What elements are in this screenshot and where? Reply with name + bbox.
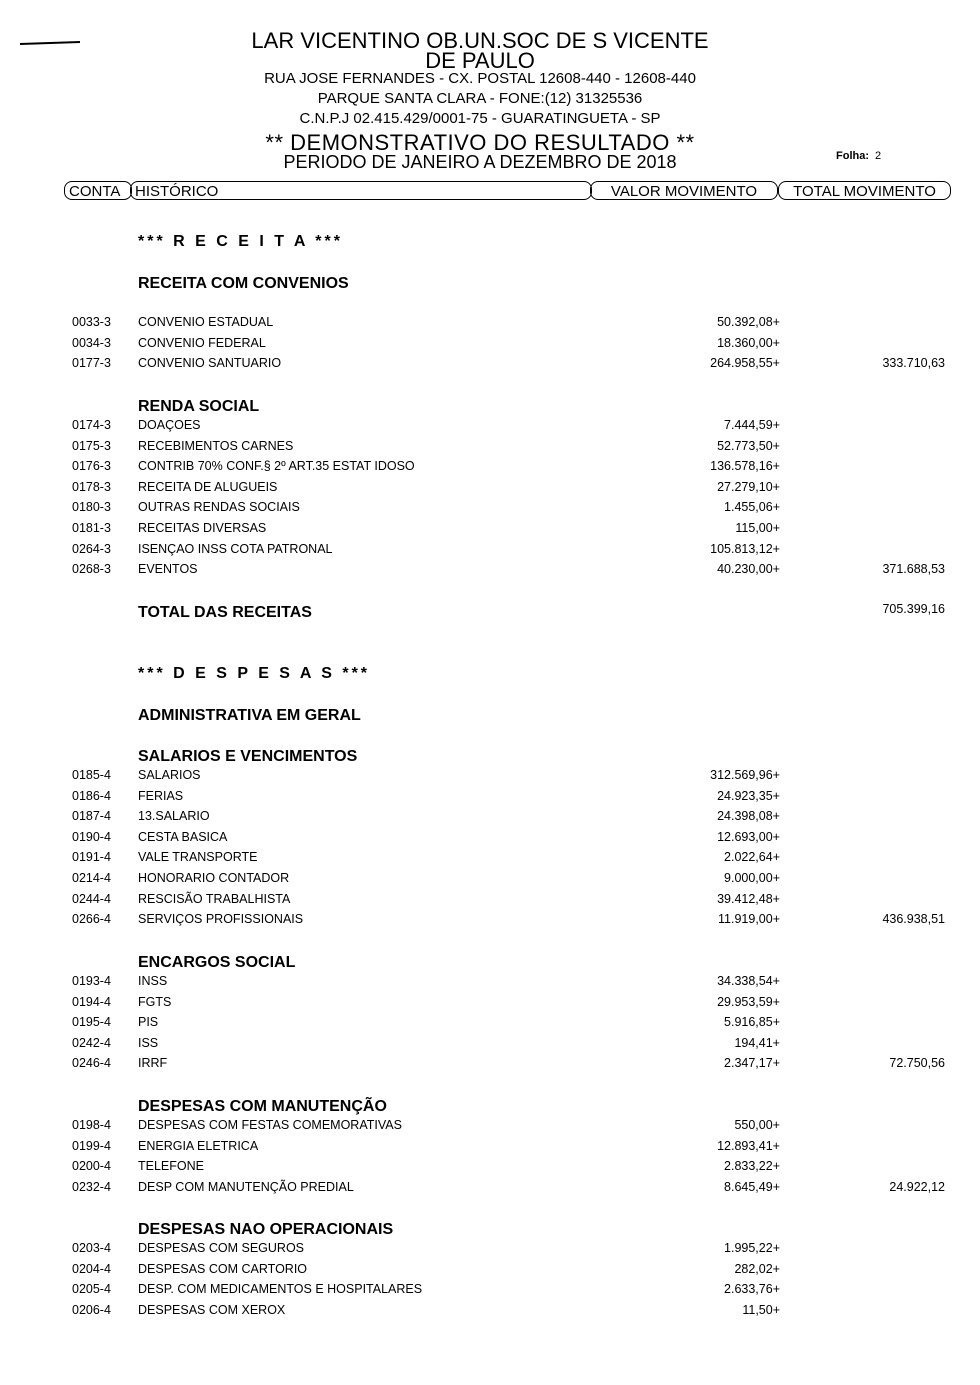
total-receitas [0,604,980,626]
movement-total: 72.750,56 [889,1056,945,1071]
account-description: DESPESAS COM XEROX [138,1302,286,1317]
account-description: CONVENIO FEDERAL [138,335,266,350]
table-row [0,766,980,784]
account-code: 0034-3 [72,335,111,350]
movement-value: 8.645,49+ [724,1179,780,1194]
table-row [0,313,980,331]
movement-value: 9.000,00+ [724,871,780,885]
section-title: ADMINISTRATIVA EM GERAL [138,707,361,724]
table-row [0,1178,980,1196]
movement-total: 371.688,53 [882,562,945,577]
movement-value: 1.995,22+ [724,1241,780,1255]
account-code: 0199-4 [72,1138,111,1153]
movement-total: 333.710,63 [882,356,945,371]
account-code: 0180-3 [72,500,111,515]
table-row [0,1260,980,1278]
section-title: DESPESAS NAO OPERACIONAIS [138,1221,394,1238]
account-description: FGTS [138,994,172,1009]
movement-value: 52.773,50+ [717,438,780,453]
movement-value: 24.398,08+ [717,809,780,824]
account-description: RESCISÃO TRABALHISTA [138,891,291,906]
account-code: 0186-4 [72,788,111,803]
cnpj-line: C.N.P.J 02.415.429/0001-75 - GUARATINGUETA - SP [299,110,661,127]
account-description: DESP COM MANUTENÇÃO PREDIAL [138,1179,354,1194]
org-name-line2: DE PAULO [425,48,535,73]
movement-value: 194,41+ [734,1035,780,1050]
table-row [0,519,980,537]
account-code: 0203-4 [72,1241,111,1255]
table-row [0,1116,980,1134]
table-row [0,1301,980,1319]
table-row [0,478,980,496]
page-number [836,150,881,162]
account-description: OUTRAS RENDAS SOCIAIS [138,500,300,515]
folha-label: Folha: [836,150,869,162]
address-line1: RUA JOSE FERNANDES - CX. POSTAL 12608-440 - 12608-440 [264,70,696,87]
account-code: 0264-3 [72,541,111,556]
movement-value: 2.347,17+ [724,1056,780,1071]
table-row [0,1013,980,1031]
account-description: SERVIÇOS PROFISSIONAIS [138,912,304,927]
column-total: TOTAL MOVIMENTO [778,181,951,200]
movement-value: 24.923,35+ [717,788,780,803]
account-code: 0176-3 [72,459,111,474]
movement-value: 27.279,10+ [717,479,780,494]
movement-value: 29.953,59+ [717,994,780,1009]
table-row [0,993,980,1011]
movement-value: 5.916,85+ [724,1015,780,1030]
account-description: RECEITAS DIVERSAS [138,521,267,535]
movement-value: 1.455,06+ [724,500,780,515]
table-row [0,848,980,866]
account-code: 0268-3 [72,562,111,577]
org-name-line1: LAR VICENTINO OB.UN.SOC DE S VICENTE [251,28,709,53]
account-description: VALE TRANSPORTE [138,850,258,865]
account-description: IRRF [138,1056,168,1071]
table-row [0,787,980,805]
movement-value: 312.569,96+ [710,768,780,782]
account-code: 0244-4 [72,891,111,906]
movement-value: 264.958,55+ [710,356,780,371]
account-description: TELEFONE [138,1159,204,1174]
account-code: 0205-4 [72,1282,111,1297]
account-description: CONVENIO SANTUARIO [138,356,282,371]
movement-value: 550,00+ [734,1118,780,1132]
account-code: 0185-4 [72,768,111,782]
account-code: 0200-4 [72,1159,111,1174]
account-description: DOAÇOES [138,418,201,432]
table-row [0,560,980,578]
movement-value: 11,50+ [742,1302,780,1317]
table-row [0,828,980,846]
account-description: ISS [138,1035,159,1050]
table-row [0,416,980,434]
account-code: 0191-4 [72,850,111,865]
table-row [0,457,980,475]
account-description: HONORARIO CONTADOR [138,871,290,885]
movement-total: 24.922,12 [889,1179,945,1194]
account-code: 0194-4 [72,994,111,1009]
total-receitas-value: 705.399,16 [882,602,945,616]
account-code: 0246-4 [72,1056,111,1071]
table-row [0,498,980,516]
account-code: 0214-4 [72,871,111,885]
account-code: 0204-4 [72,1261,111,1276]
account-code: 0198-4 [72,1118,111,1132]
movement-value: 2.022,64+ [724,850,780,865]
despesas-heading: *** D E S P E S A S *** [138,665,371,682]
table-row [0,890,980,908]
account-description: FERIAS [138,788,184,803]
account-description: INSS [138,974,168,988]
movement-value: 282,02+ [734,1261,780,1276]
folha-value: 2 [875,150,882,162]
movement-value: 105.813,12+ [710,541,780,556]
movement-value: 50.392,08+ [717,315,780,329]
column-historico: HISTÓRICO [130,181,592,200]
movement-value: 136.578,16+ [710,459,780,474]
account-code: 0232-4 [72,1179,111,1194]
account-description: DESPESAS COM SEGUROS [138,1241,305,1255]
account-code: 0175-3 [72,438,111,453]
account-code: 0178-3 [72,479,111,494]
account-code: 0190-4 [72,829,111,844]
account-code: 0193-4 [72,974,111,988]
account-description: DESP. COM MEDICAMENTOS E HOSPITALARES [138,1282,423,1297]
account-description: ISENÇAO INSS COTA PATRONAL [138,541,333,556]
table-row [0,972,980,990]
account-code: 0195-4 [72,1015,111,1030]
account-description: ENERGIA ELETRICA [138,1138,259,1153]
table-row [0,437,980,455]
receita-heading: *** R E C E I T A *** [138,233,343,250]
movement-value: 12.693,00+ [717,829,780,844]
account-code: 0266-4 [72,912,111,927]
table-row [0,1157,980,1175]
movement-value: 39.412,48+ [717,891,780,906]
section-title: RENDA SOCIAL [138,398,260,415]
report-title: ** DEMONSTRATIVO DO RESULTADO ** [265,130,695,155]
movement-value: 34.338,54+ [717,974,780,988]
account-description: CESTA BASICA [138,829,228,844]
movement-value: 115,00+ [735,521,780,535]
table-row [0,540,980,558]
account-code: 0033-3 [72,315,111,329]
movement-value: 7.444,59+ [724,418,780,432]
account-description: RECEBIMENTOS CARNES [138,438,294,453]
account-code: 0187-4 [72,809,111,824]
account-code: 0177-3 [72,356,111,371]
total-receitas-label: TOTAL DAS RECEITAS [138,604,312,621]
section-title: ENCARGOS SOCIAL [138,954,296,971]
movement-total: 436.938,51 [882,912,945,927]
table-row [0,354,980,372]
report-period: PERIODO DE JANEIRO A DEZEMBRO DE 2018 [283,152,677,172]
movement-value: 2.633,76+ [724,1282,780,1297]
account-description: PIS [138,1015,159,1030]
table-row [0,1054,980,1072]
movement-value: 40.230,00+ [717,562,780,577]
account-description: RECEITA DE ALUGUEIS [138,479,278,494]
table-row [0,1280,980,1298]
account-description: EVENTOS [138,562,198,577]
table-row [0,1034,980,1052]
movement-value: 2.833,22+ [724,1159,780,1174]
column-valor: VALOR MOVIMENTO [590,181,778,200]
account-description: CONVENIO ESTADUAL [138,315,274,329]
account-description: SALARIOS [138,768,201,782]
table-row [0,1137,980,1155]
account-description: CONTRIB 70% CONF.§ 2º ART.35 ESTAT IDOSO [138,459,415,474]
table-row [0,1239,980,1257]
account-code: 0206-4 [72,1302,111,1317]
account-description: 13.SALARIO [138,809,210,824]
table-row [0,334,980,352]
address-line2: PARQUE SANTA CLARA - FONE:(12) 31325536 [317,90,643,107]
section-title: RECEITA COM CONVENIOS [138,275,349,292]
section-title: DESPESAS COM MANUTENÇÃO [138,1098,387,1115]
movement-value: 18.360,00+ [717,335,780,350]
account-code: 0181-3 [72,521,111,535]
table-row [0,869,980,887]
table-row [0,807,980,825]
account-code: 0174-3 [72,418,111,432]
account-description: DESPESAS COM FESTAS COMEMORATIVAS [138,1118,402,1132]
account-code: 0242-4 [72,1035,111,1050]
account-description: DESPESAS COM CARTORIO [138,1261,308,1276]
column-conta: CONTA [64,181,132,200]
section-title: SALARIOS E VENCIMENTOS [138,748,358,765]
movement-value: 12.893,41+ [717,1138,780,1153]
movement-value: 11.919,00+ [718,912,780,927]
table-row [0,910,980,928]
